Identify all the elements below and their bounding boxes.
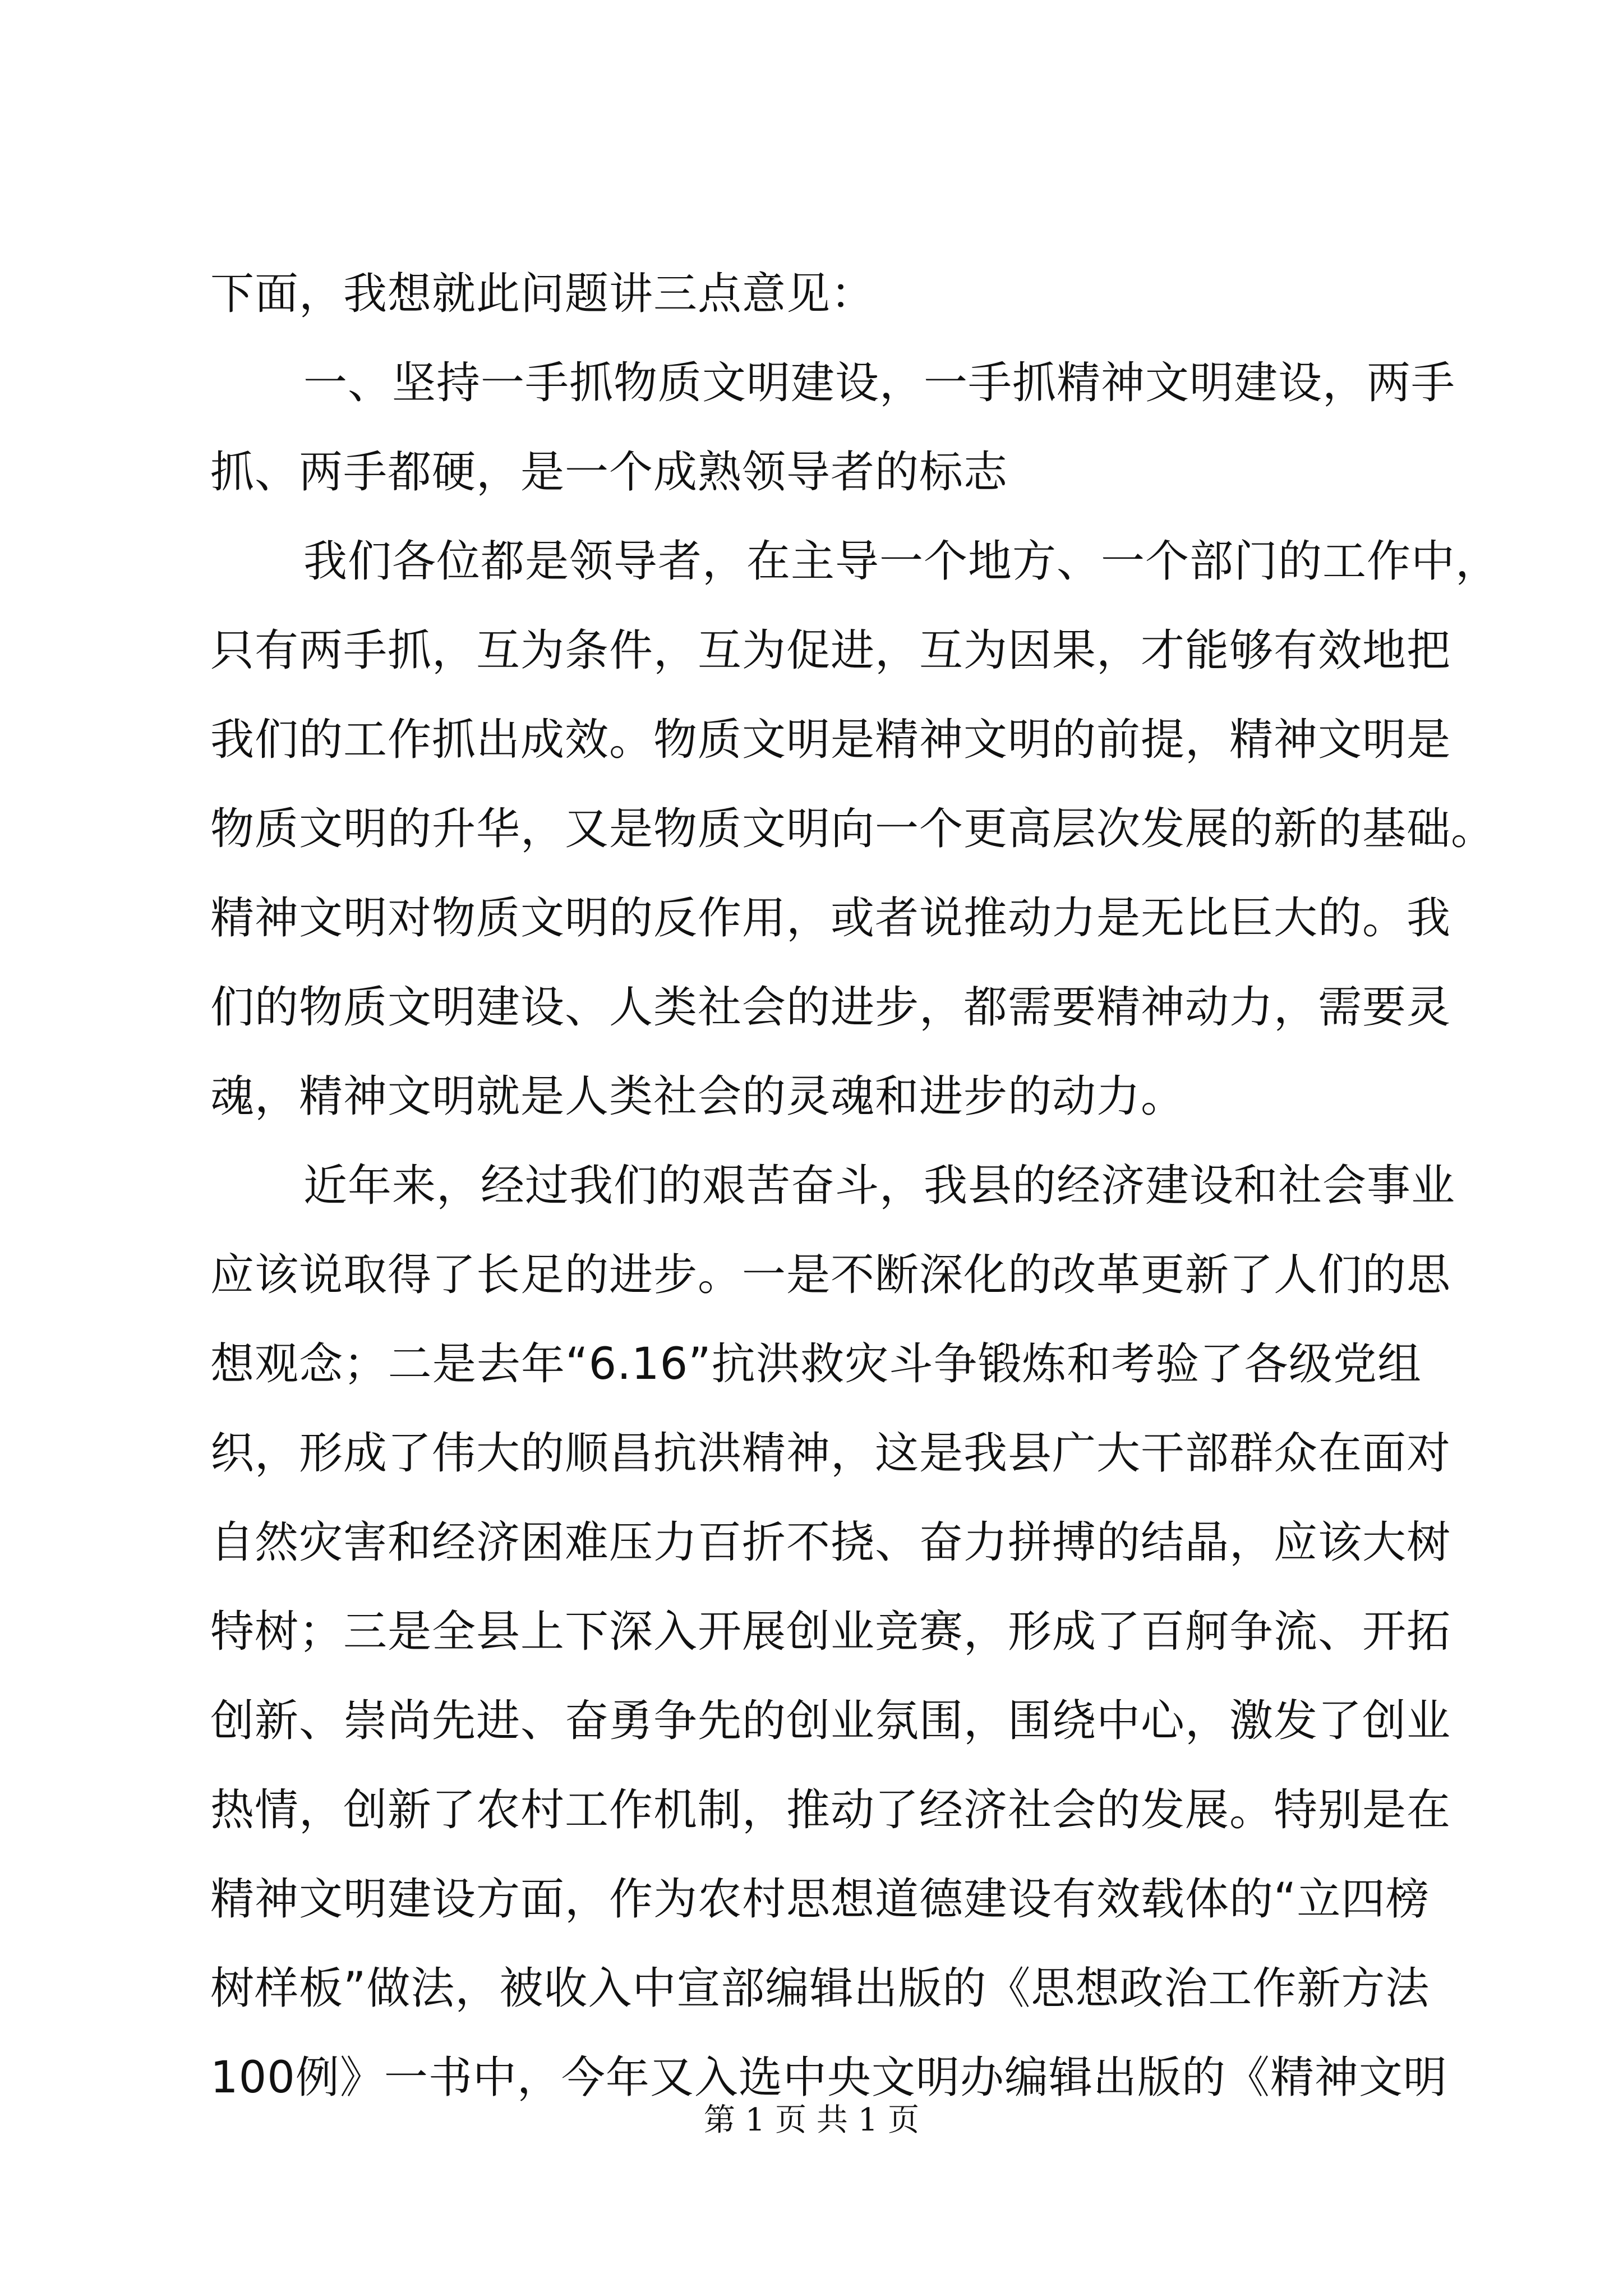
text-line: 自然灾害和经济困难压力百折不挠、奋力拼搏的结晶，应该大树	[210, 1517, 1451, 1568]
text-line: 精神文明建设方面，作为农村思想道德建设有效载体的“立四榜	[210, 1874, 1430, 1925]
text-line: 只有两手抓，互为条件，互为促进，互为因果，才能够有效地把	[210, 625, 1451, 676]
document-body	[210, 250, 1500, 2123]
text-line: 100例》一书中，今年又入选中央文明办编辑出版的《精神文明	[210, 2053, 1447, 2103]
text-line: 我们的工作抓出成效。物质文明是精神文明的前提，精神文明是	[210, 715, 1451, 765]
text-line: 们的物质文明建设、人类社会的进步，都需要精神动力，需要灵	[210, 982, 1451, 1033]
text-line: 抓、两手都硬，是一个成熟领导者的标志	[210, 447, 1008, 498]
text-line: 魂，精神文明就是人类社会的灵魂和进步的动力。	[210, 1071, 1186, 1122]
text-line: 近年来，经过我们的艰苦奋斗，我县的经济建设和社会事业	[303, 1161, 1456, 1211]
text-line: 创新、崇尚先进、奋勇争先的创业氛围，围绕中心，激发了创业	[210, 1696, 1451, 1746]
page-footer	[0, 2098, 1623, 2143]
text-line: 织，形成了伟大的顺昌抗洪精神，这是我县广大干部群众在面对	[210, 1428, 1451, 1479]
text-line: 物质文明的升华，又是物质文明向一个更高层次发展的新的基础。	[210, 804, 1496, 854]
text-line: 下面，我想就此问题讲三点意见：	[210, 269, 875, 319]
text-line: 树样板”做法，被收入中宣部编辑出版的《思想政治工作新方法	[210, 1963, 1430, 2014]
text-line: 热情，创新了农村工作机制，推动了经济社会的发展。特别是在	[210, 1785, 1451, 1835]
text-line: 应该说取得了长足的进步。一是不断深化的改革更新了人们的思	[210, 1250, 1451, 1300]
text-line: 特树；三是全县上下深入开展创业竞赛，形成了百舸争流、开拓	[210, 1607, 1451, 1657]
text-line: 我们各位都是领导者，在主导一个地方、一个部门的工作中，	[303, 536, 1500, 587]
text-line: 一、坚持一手抓物质文明建设，一手抓精神文明建设，两手	[303, 358, 1456, 408]
text-line: 精神文明对物质文明的反作用，或者说推动力是无比巨大的。我	[210, 893, 1451, 944]
text-line: 想观念；二是去年“6.16”抗洪救灾斗争锻炼和考验了各级党组	[210, 1339, 1422, 1389]
page-number-label: 第 1 页 共 1 页	[703, 2102, 920, 2138]
